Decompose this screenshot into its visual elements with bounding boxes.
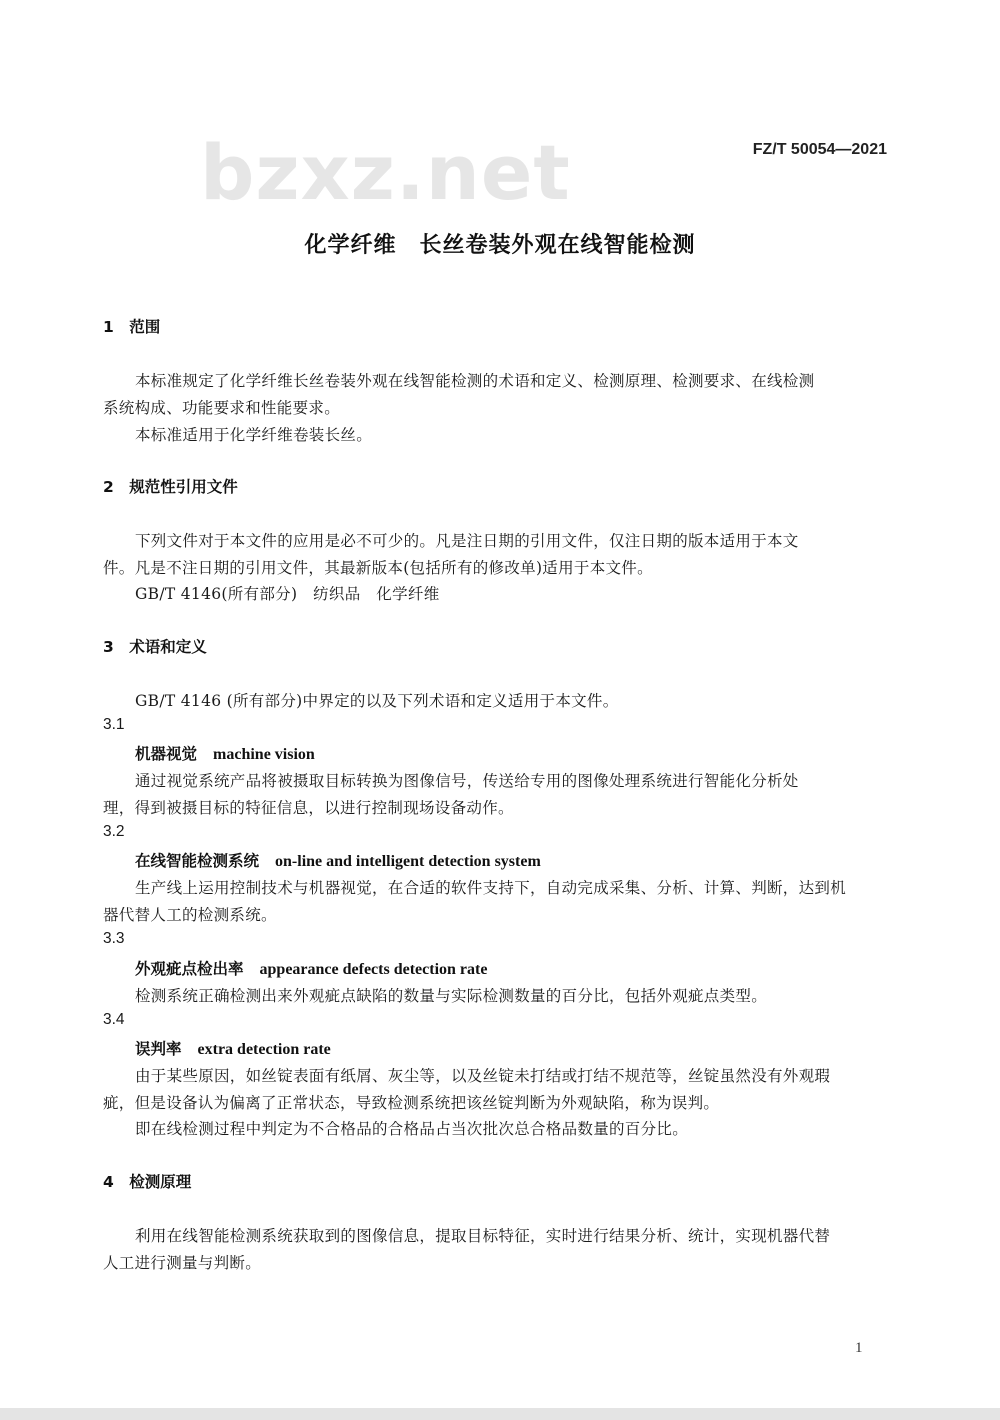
term-en: extra detection rate xyxy=(197,1041,331,1058)
paragraph-line: GB/T 4146 (所有部分)中界定的以及下列术语和定义适用于本文件。 xyxy=(135,692,619,710)
paragraph-line: 生产线上运用控制技术与机器视觉，在合适的软件支持下，自动完成采集、分析、计算、判断，达到机 xyxy=(135,879,847,897)
paragraph-line: 利用在线智能检测系统获取到的图像信息，提取目标特征，实时进行结果分析、统计，实现机器代替 xyxy=(135,1227,831,1245)
paragraph-line: 疵，但是设备认为偏离了正常状态，导致检测系统把该丝锭判断为外观缺陷，称为误判。 xyxy=(103,1094,720,1112)
term-zh: 机器视觉 xyxy=(135,745,198,763)
paragraph-line: 系统构成、功能要求和性能要求。 xyxy=(103,399,341,417)
term-number: 3.3 xyxy=(103,930,125,947)
reference-line: GB/T 4146(所有部分) 纺织品 化学纤维 xyxy=(135,585,440,603)
paragraph-line: 由于某些原因，如丝锭表面有纸屑、灰尘等，以及丝锭未打结或打结不规范等，丝锭虽然没有外观瑕 xyxy=(135,1067,831,1085)
paragraph-line: 器代替人工的检测系统。 xyxy=(103,906,277,924)
section-2-heading: 2 规范性引用文件 xyxy=(103,478,238,496)
term-heading xyxy=(135,742,315,764)
term-number: 3.4 xyxy=(103,1011,125,1028)
term-zh: 在线智能检测系统 xyxy=(135,852,260,870)
paragraph-line: 即在线检测过程中判定为不合格品的合格品占当次批次总合格品数量的百分比。 xyxy=(135,1120,689,1138)
section-4-heading: 4 检测原理 xyxy=(103,1173,192,1191)
paragraph-line: 件。凡是不注日期的引用文件，其最新版本(包括所有的修改单)适用于本文件。 xyxy=(103,559,653,577)
term-zh: 外观疵点检出率 xyxy=(135,960,244,978)
term-en: on-line and intelligent detection system xyxy=(275,853,541,870)
paragraph-line: 理，得到被摄目标的特征信息，以进行控制现场设备动作。 xyxy=(103,799,514,817)
standard-number: FZ/T 50054—2021 xyxy=(752,141,887,158)
term-heading xyxy=(135,849,541,871)
page-title: 化学纤维 长丝卷装外观在线智能检测 xyxy=(304,233,696,258)
term-en: appearance defects detection rate xyxy=(259,961,488,978)
paragraph-line: 人工进行测量与判断。 xyxy=(103,1254,262,1272)
paragraph-line: 本标准适用于化学纤维卷装长丝。 xyxy=(135,426,373,444)
section-3-heading: 3 术语和定义 xyxy=(103,638,207,656)
term-en: machine vision xyxy=(213,746,315,763)
term-heading xyxy=(135,1037,331,1059)
watermark: bzxz.net xyxy=(200,128,571,217)
term-heading xyxy=(135,957,487,979)
page-number: 1 xyxy=(855,1340,863,1356)
section-1-heading: 1 范围 xyxy=(103,318,161,336)
paragraph-line: 下列文件对于本文件的应用是必不可少的。凡是注日期的引用文件，仅注日期的版本适用于本文 xyxy=(135,532,799,550)
page-bottom-edge xyxy=(0,1408,1000,1420)
paragraph-line: 检测系统正确检测出来外观疵点缺陷的数量与实际检测数量的百分比，包括外观疵点类型。 xyxy=(135,987,768,1005)
paragraph-line: 通过视觉系统产品将被摄取目标转换为图像信号，传送给专用的图像处理系统进行智能化分析处 xyxy=(135,772,799,790)
term-number: 3.2 xyxy=(103,823,125,840)
term-number: 3.1 xyxy=(103,716,125,733)
term-zh: 误判率 xyxy=(135,1040,182,1058)
paragraph-line: 本标准规定了化学纤维长丝卷装外观在线智能检测的术语和定义、检测原理、检测要求、在线检测 xyxy=(135,372,815,390)
